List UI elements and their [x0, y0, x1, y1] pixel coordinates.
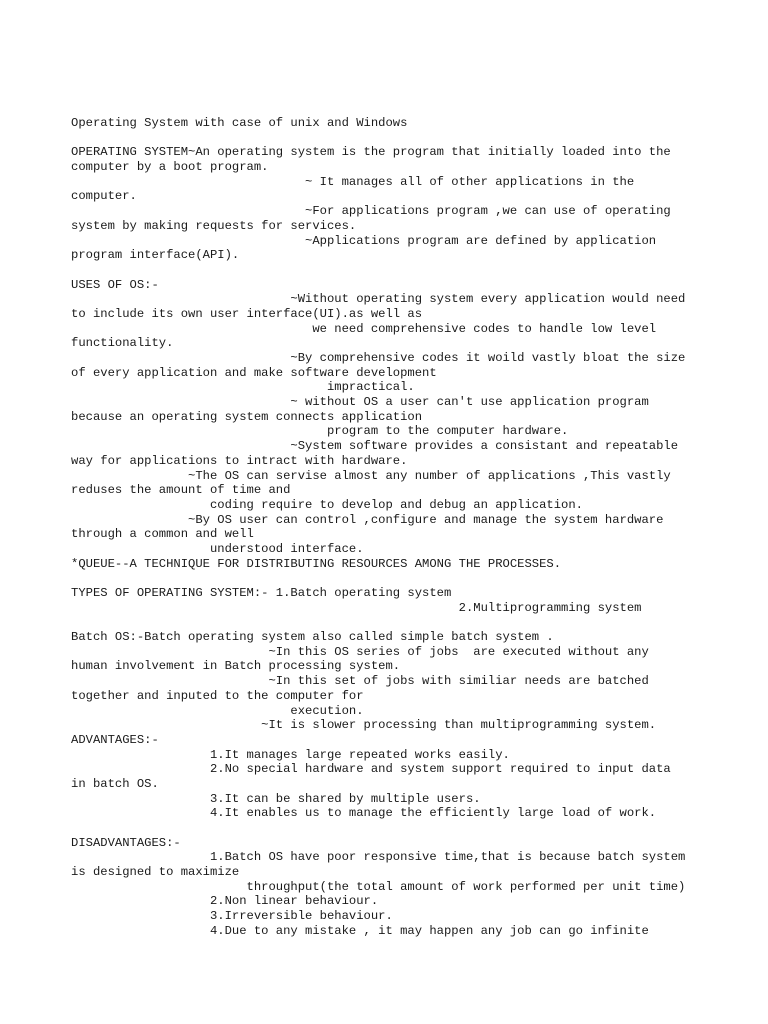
text-line: we need comprehensive codes to handle low level: [71, 321, 657, 336]
text-line: 2.Multiprogramming system: [71, 600, 642, 615]
text-line: program interface(API).: [71, 248, 240, 263]
text-line: computer.: [71, 189, 137, 204]
text-line: TYPES OF OPERATING SYSTEM:- 1.Batch operating system: [71, 586, 452, 600]
text-line: reduses the amount of time and: [71, 483, 291, 498]
text-line: USES OF OS:-: [71, 277, 159, 292]
text-line: 1.It manages large repeated works easily.: [71, 747, 510, 762]
text-line: coding require to develop and debug an application.: [71, 497, 583, 512]
text-line: [71, 571, 731, 586]
text-line: *QUEUE--A TECHNIQUE FOR DISTRIBUTING RESOURCES AMONG THE PROCESSES.: [71, 556, 562, 571]
text-line: ~The OS can servise almost any number of applications ,This vastly: [71, 468, 671, 483]
text-line: computer by a boot program.: [71, 160, 269, 175]
text-line: of every application and make software development: [71, 365, 437, 380]
text-line: system by making requests for services.: [71, 218, 357, 233]
text-line: is designed to maximize: [71, 865, 240, 880]
text-line: 1.Batch OS have poor responsive time,that is because batch system: [71, 850, 686, 865]
text-line: because an operating system connects application: [71, 409, 423, 424]
text-line: functionality.: [71, 336, 174, 351]
text-line: [71, 821, 731, 836]
text-line: throughput(the total amount of work performed per unit time): [71, 879, 686, 894]
text-line: ~Applications program are defined by application: [71, 233, 657, 248]
text-line: way for applications to intract with hardware.: [71, 453, 408, 468]
text-line: ~In this OS series of jobs are executed without any: [71, 644, 649, 659]
text-line: 2.Non linear behaviour.: [71, 894, 379, 909]
text-line: impractical.: [71, 380, 415, 395]
text-line: 3.Irreversible behaviour.: [71, 909, 393, 924]
text-line: DISADVANTAGES:-: [71, 835, 181, 850]
text-line: Batch OS:-Batch operating system also called simple batch system .: [71, 630, 554, 645]
text-line: through a common and well: [71, 527, 254, 542]
text-line: ~ without OS a user can't use application program: [71, 395, 649, 410]
text-line: ~In this set of jobs with similiar needs are batched: [71, 674, 649, 689]
text-line: in batch OS.: [71, 776, 159, 791]
text-line: [71, 615, 731, 630]
text-line: together and inputed to the computer for: [71, 688, 364, 703]
text-line: ~It is slower processing than multiprogramming system.: [71, 718, 657, 733]
text-line: 3.It can be shared by multiple users.: [71, 791, 481, 806]
text-line: ~Without operating system every application would need: [71, 292, 686, 307]
text-line: to include its own user interface(UI).as well as: [71, 306, 423, 321]
document-title: Operating System with case of unix and Windows: [71, 116, 408, 130]
text-line: execution.: [71, 703, 364, 718]
text-line: ~By OS user can control ,configure and manage the system hardware: [71, 512, 664, 527]
text-line: 4.It enables us to manage the efficiently large load of work.: [71, 806, 657, 821]
text-line: ~System software provides a consistant and repeatable: [71, 439, 679, 454]
text-line: 4.Due to any mistake , it may happen any job can go infinite: [71, 923, 649, 938]
text-line: OPERATING SYSTEM~An operating system is the program that initially loaded into the: [71, 145, 671, 160]
text-line: [71, 263, 731, 278]
text-line: ~For applications program ,we can use of operating: [71, 204, 671, 219]
document-body: [71, 116, 731, 939]
text-line: understood interface.: [71, 541, 364, 556]
text-line: ~ It manages all of other applications in the: [71, 174, 635, 189]
text-line: ~By comprehensive codes it woild vastly bloat the size: [71, 351, 686, 365]
text-line: human involvement in Batch processing system.: [71, 659, 401, 674]
text-line: program to the computer hardware.: [71, 424, 569, 439]
text-line: 2.No special hardware and system support required to input data: [71, 762, 671, 777]
text-line: [71, 131, 731, 146]
text-line: ADVANTAGES:-: [71, 732, 159, 747]
